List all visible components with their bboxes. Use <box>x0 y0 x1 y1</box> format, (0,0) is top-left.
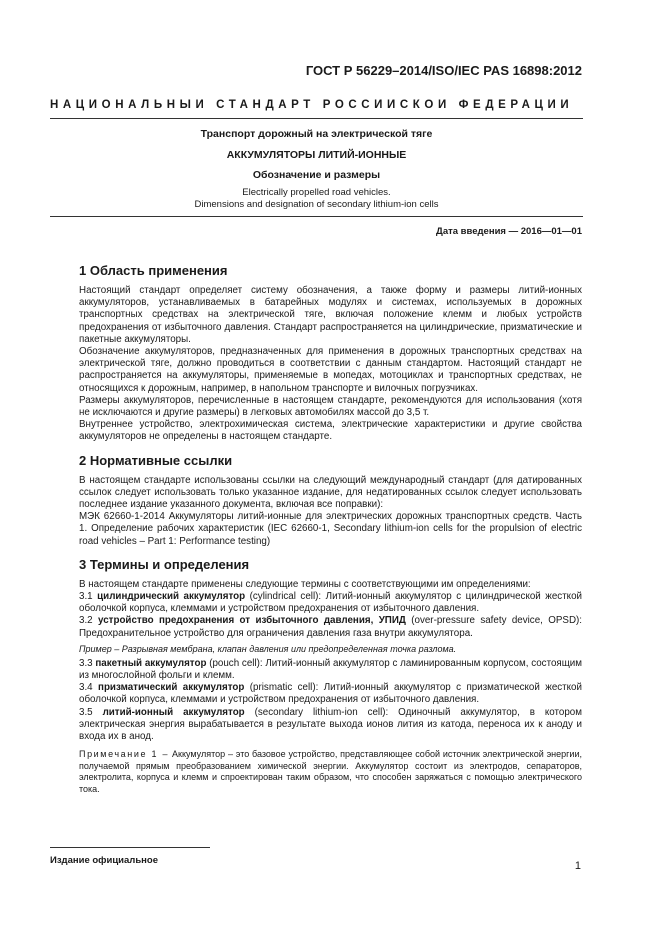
term-definition: (pouch cell): Литий-ионный аккумулятор с ламинированным корпусом, состоящим из многослойной фольги и клемм. <box>79 657 582 682</box>
term-number: 3.3 <box>79 657 93 669</box>
term-3-3 <box>49 658 582 682</box>
title-english-1: Electrically propelled road vehicles. <box>242 187 391 198</box>
note-label: Примечание 1 – <box>79 749 170 760</box>
term-definition: (cylindrical cell): Литий-ионный аккумулятор с цилиндрической жесткой оболочкой корпуса, клеммами и устройством предохранения от избыточного давления. <box>79 591 582 615</box>
term-3-5 <box>49 707 582 744</box>
section-2-heading: 2 Нормативные ссылки <box>79 452 233 468</box>
section-1-paragraph: Внутреннее устройство, электрохимическая система, электрические характеристики и другие свойства аккумуляторов не определены в настоящем стандарте. <box>79 419 582 443</box>
term-name: литий-ионный аккумулятор <box>102 706 245 718</box>
term-3-2 <box>49 615 582 639</box>
term-definition: (secondary lithium-ion cell): Одиночный аккумулятор, в котором электрическая энергия вырабатывается в результате выхода ионов лития из катода, переноса их к аноду и входа их в анод. <box>79 706 582 743</box>
title-line-1: Транспорт дорожный на электрической тяге <box>200 128 433 140</box>
note-1 <box>49 749 582 795</box>
section-1-paragraph: Настоящий стандарт определяет систему обозначения, а также форму и размеры литий-ионных аккумуляторов, устанавливаемых в батарейных модулях и системах, используемых в дорожных транспортных средствах на электрической тяге, включая положение клемм и любых устройств предохранения от избыточного давления. Стандарт распространяется на цилиндрические, призматические и пакетные аккумуляторы. <box>79 285 582 345</box>
note-text: Аккумулятор – это базовое устройство, представляющее собой источник электрической энергии, получаемой прямым преобразованием химической энергии. Аккумулятор состоит из электродов, сепараторов, электролита, корпуса и клемм и спроектирован таким образом, что способен заряжаться с помощью электрического тока. <box>79 749 582 794</box>
term-definition: (over-pressure safety device, OPSD): Предохранительное устройство для ограничения давления газа внутри аккумулятора. <box>79 615 583 639</box>
section-2-reference: МЭК 62660-1-2014 Аккумуляторы литий-ионные для электрических дорожных транспортных средств. Часть 1. Определение рабочих характеристик (IEC 62660-1, Secondary lithium-ion cells for the propulsion of electric road vehicles – Part 1: Performance testing) <box>79 511 582 547</box>
term-name: устройство предохранения от избыточного давления, УПИД <box>98 615 406 627</box>
document-body <box>79 258 582 795</box>
term-3-1 <box>49 591 582 615</box>
effective-date: Дата введения — 2016—01—01 <box>436 226 582 237</box>
section-3-heading: 3 Термины и определения <box>79 556 250 572</box>
section-1-paragraph: Обозначение аккумуляторов, предназначенных для применения в дорожных транспортных средствах на электрической тяге, должно проводиться в соответствии с данным стандартом. Настоящий стандарт не распространяется на аккумуляторы, применяемые в мопедах, мотоциклах и транспортных средствах, не относящихся к дорожным, например, в напольном транспорте и вилочных погрузчиках. <box>79 346 582 394</box>
page-number: 1 <box>574 860 581 872</box>
title-rule <box>50 216 583 217</box>
term-3-4 <box>49 682 582 706</box>
term-example: Пример – Разрывная мембрана, клапан давления или предопределенная точка разлома. <box>79 643 457 654</box>
official-edition-label: Издание официальное <box>50 855 158 866</box>
section-2-paragraph: В настоящем стандарте использованы ссылки на следующий международный стандарт (для датированных ссылок следует использовать только указанное издание, для недатированных ссылок следует использовать последнее издание указанного документа, включая все поправки): <box>79 474 582 511</box>
title-line-2: АККУМУЛЯТОРЫ ЛИТИЙ-ИОННЫЕ <box>226 149 407 161</box>
section-1-paragraph: Размеры аккумуляторов, перечисленные в настоящем стандарте, рекомендуются для использования (хотя не исключаются и другие размеры) в легковых автомобилях массой до 3,5 т. <box>79 394 582 419</box>
title-english-2: Dimensions and designation of secondary lithium-ion cells <box>194 199 439 210</box>
footer-rule <box>50 847 210 848</box>
term-name: призматический аккумулятор <box>98 682 245 694</box>
term-name: цилиндрический аккумулятор <box>97 591 246 603</box>
top-rule <box>50 118 583 119</box>
term-name: пакетный аккумулятор <box>95 657 207 669</box>
national-standard-banner: НАЦИОНАЛЬНЫЙ СТАНДАРТ РОССИЙСКОЙ ФЕДЕРАЦИИ <box>50 99 574 111</box>
term-number: 3.5 <box>79 706 93 718</box>
standard-code: ГОСТ Р 56229–2014/ISO/IEC PAS 16898:2012 <box>305 63 582 78</box>
section-3-intro: В настоящем стандарте применены следующие термины с соответствующими им определениями: <box>79 578 531 590</box>
term-number: 3.2 <box>79 615 93 627</box>
term-number: 3.4 <box>79 682 93 694</box>
term-definition: (prismatic cell): Литий-ионный аккумулятор с призматической жесткой оболочкой корпуса, клеммами и устройством предохранения от избыточного давления. <box>79 682 582 706</box>
title-line-3: Обозначение и размеры <box>252 169 381 181</box>
section-1-heading: 1 Область применения <box>79 263 228 278</box>
term-number: 3.1 <box>79 591 93 603</box>
